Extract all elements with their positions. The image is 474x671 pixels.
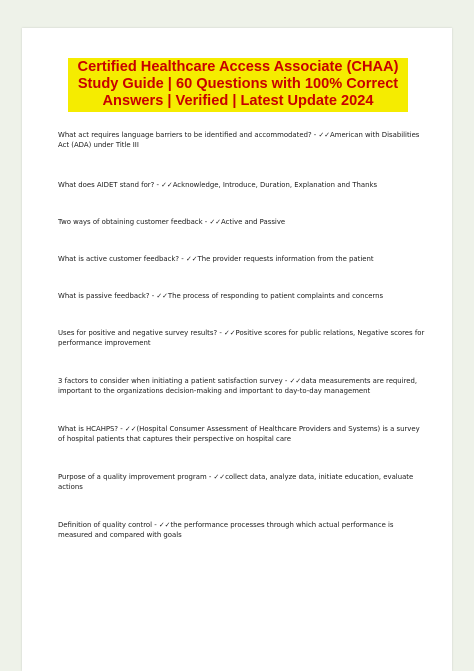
qa-item: What does AIDET stand for? - ✓✓Acknowledge, Introduce, Duration, Explanation and Thanks: [58, 181, 378, 189]
qa-item: Purpose of a quality improvement program - ✓✓collect data, analyze data, initiate education, evaluate actions: [58, 473, 414, 491]
qa-item: Two ways of obtaining customer feedback - ✓✓Active and Passive: [58, 218, 286, 226]
qa-item: What is passive feedback? - ✓✓The process of responding to patient complaints and concerns: [58, 292, 384, 300]
title-line-2: Study Guide | 60 Questions with 100% Correct: [77, 76, 399, 92]
qa-item: What is active customer feedback? - ✓✓The provider requests information from the patient: [58, 255, 374, 263]
qa-item: Uses for positive and negative survey results? - ✓✓Positive scores for public relations, Negative scores for performance improvement: [58, 329, 425, 347]
qa-item: What is HCAHPS? - ✓✓(Hospital Consumer Assessment of Healthcare Providers and Systems) is a survey of hospital patients that captures their perspective on hospital care: [58, 425, 420, 443]
title-line-1: Certified Healthcare Access Associate (CHAA): [77, 59, 399, 75]
qa-item: What act requires language barriers to be identified and accommodated? - ✓✓American with Disabilities Act (ADA) under Title III: [58, 131, 420, 149]
qa-item: Definition of quality control - ✓✓the performance processes through which actual performance is measured and compared with goals: [58, 521, 394, 539]
document-title: [68, 58, 408, 112]
document-page: [22, 28, 452, 671]
qa-item: 3 factors to consider when initiating a patient satisfaction survey - ✓✓data measurements are required, important to the organizations decision-making and important to day-to-day management: [58, 377, 418, 395]
title-line-3: Answers | Verified | Latest Update 2024: [102, 93, 374, 109]
